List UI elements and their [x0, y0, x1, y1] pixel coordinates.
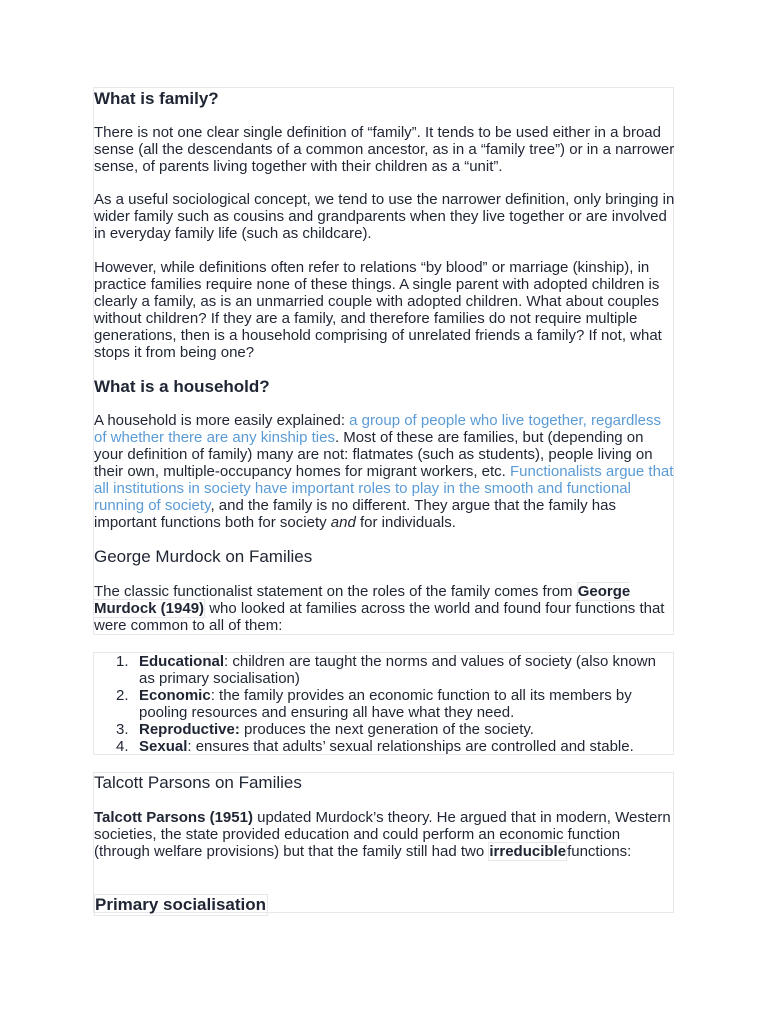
- list-item: [94, 687, 675, 721]
- list-term: Sexual: [139, 738, 188, 755]
- emphasis-and: and: [330, 514, 356, 531]
- heading-text: Primary socialisation: [95, 895, 267, 914]
- functions-list: [94, 653, 675, 755]
- parsons-paragraph: [94, 809, 675, 860]
- text-run: for individuals.: [355, 514, 456, 531]
- murdock-paragraph: [94, 583, 675, 634]
- list-term: Economic: [139, 687, 211, 704]
- functionalists-link[interactable]: Functionalists argue that all institutions in society have important roles to play in the smooth and functional running of society: [94, 463, 674, 514]
- text-run: A household is more easily explained:: [94, 412, 350, 429]
- family-paragraph-3: However, while definitions often refer to relations “by blood” or marriage (kinship), in practice families require none of these things. A single parent with adopted children is clearly a family, as is an unmarried couple with adopted children. What about couples without children? If they are a family, and therefore families do not require multiple generations, then is a household comprising of unrelated friends a family? If not, what stops it from being one?: [94, 259, 662, 361]
- household-definition-link[interactable]: a group of people who live together, regardless of whether there are any kinship ties: [94, 412, 662, 446]
- text-run: . Most of these are families, but (depending on your definition of family) many are not: flatmates (such as students), people living on their own, multiple-occupancy homes for migrant workers, etc.: [94, 429, 653, 480]
- list-text: : the family provides an economic function to all its members by pooling resources and ensuring all have what they need.: [139, 687, 632, 721]
- list-text: : children are taught the norms and values of society (also known as primary socialisation): [139, 653, 656, 687]
- murdock-name: George Murdock (1949): [94, 583, 631, 617]
- text-run: , and the family is no different. They argue that the family has important functions both for society: [94, 497, 616, 531]
- list-term: Educational: [139, 653, 225, 670]
- list-number: 1.: [116, 653, 129, 670]
- list-item: [94, 738, 675, 755]
- list-number: 2.: [116, 687, 129, 704]
- heading-what-is-family: What is family?: [94, 89, 219, 108]
- irreducible-term: irreducible: [489, 843, 567, 860]
- heading-parsons: Talcott Parsons on Families: [94, 773, 302, 792]
- family-paragraph-2: As a useful sociological concept, we tend to use the narrower definition, only bringing in wider family such as cousins and grandparents when they live together or are involved in everyday family life (such as childcare).: [94, 191, 675, 242]
- family-paragraph-1: There is not one clear single definition of “family”. It tends to be used either in a broad sense (all the descendants of a common ancestor, as in a “family tree”) or in a narrower sense, of parents living together with their children as a “unit”.: [94, 124, 675, 175]
- family-section: [93, 87, 674, 635]
- list-text: produces the next generation of the society.: [239, 721, 534, 738]
- text-run: functions:: [567, 843, 632, 860]
- list-item: [94, 721, 675, 738]
- text-run: updated Murdock’s theory. He argued that in modern, Western societies, the state provided education and could perform an economic function (through welfare provisions) but that the family still had two: [94, 809, 671, 860]
- list-number: 4.: [116, 738, 129, 755]
- heading-murdock: George Murdock on Families: [94, 547, 313, 566]
- household-paragraph: [94, 412, 675, 531]
- list-term: Reproductive:: [139, 721, 240, 738]
- text-run: who looked at families across the world and found four functions that were common to all of them:: [94, 600, 665, 634]
- list-text: : ensures that adults’ sexual relationships are controlled and stable.: [187, 738, 634, 755]
- heading-primary-socialisation: [94, 894, 268, 916]
- text-run: The classic functionalist statement on the roles of the family comes from: [94, 583, 577, 600]
- parsons-section: [93, 772, 674, 913]
- list-number: 3.: [116, 721, 129, 738]
- heading-what-is-household: What is a household?: [94, 377, 270, 396]
- functions-list-block: [93, 652, 674, 755]
- list-item: [94, 653, 675, 687]
- parsons-name: Talcott Parsons (1951): [94, 809, 253, 826]
